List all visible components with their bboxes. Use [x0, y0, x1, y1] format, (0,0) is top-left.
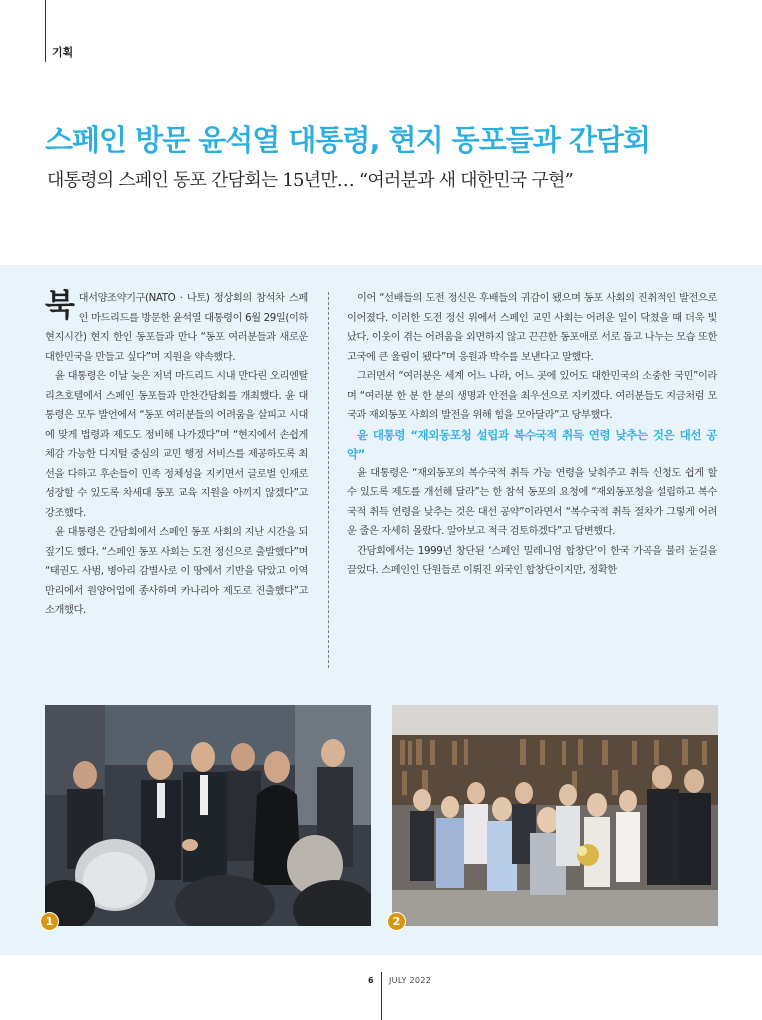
- paragraph: 이어 “선배들의 도전 정신은 후배들의 귀감이 됐으며 동포 사회의 진취적인 발전으로 이어졌다. 이러한 도전 정신 위에서 스페인 교민 사회는 어려운 일이 닥쳤을 때 더욱 빛났다. 이웃이 겪는 어려움을 외면하지 않고 끈끈한 동포애로 서로 돕고 나누는 모습 또한 고국에 큰 울림이 됐다”며 응원과 박수를 보낸다고 말했다.: [347, 293, 717, 363]
- page-number: 6: [368, 976, 374, 985]
- column-divider: [328, 292, 329, 668]
- section-heading: 윤 대통령 “재외동포청 설립과 복수국적 취득 연령 낮추는 것은 대선 공약”: [347, 427, 717, 461]
- paragraph: 간담회에서는 1999년 창단된 ‘스페인 밀레니엄 합창단’이 한국 가곡을 불러 눈길을 끌었다. 스페인인 단원들로 이뤄진 외국인 합창단이지만, 정확한: [347, 545, 717, 576]
- issue-date: JULY 2022: [389, 976, 432, 985]
- top-rule: [45, 0, 46, 62]
- article-subtitle: 대통령의 스페인 동포 간담회는 15년만… “여러분과 새 대한민국 구현”: [47, 170, 573, 191]
- photo-group: [392, 705, 718, 926]
- photo-handshake: [45, 705, 371, 926]
- article-title: 스페인 방문 윤석열 대통령, 현지 동포들과 간담회: [45, 123, 650, 157]
- right-column: [347, 289, 717, 581]
- photo-number-badge: 2: [387, 912, 406, 931]
- paragraph: 그러면서 “여러분은 세계 어느 나라, 어느 곳에 있어도 대한민국의 소중한 국민”이라며 “여러분 한 분 한 분의 생명과 안전을 최우선으로 지키겠다. 여러분들도 지금처럼 모국과 재외동포 사회의 발전을 위해 힘을 모아달라”고 당부했다.: [347, 371, 717, 421]
- left-column: [45, 289, 308, 621]
- footer-rule: [381, 972, 382, 1020]
- photo-number-badge: 1: [40, 912, 59, 931]
- section-label: 기획: [52, 46, 74, 59]
- paragraph: 윤 대통령은 간담회에서 스페인 동포 사회의 지난 시간을 되짚기도 했다. “스페인 동포 사회는 도전 정신으로 출발했다”며 “태권도 사범, 병아리 감별사로 이 땅에서 기반을 닦았고 이역만리에서 원양어업에 종사하며 카나리아 제도로 진출했다”고 소개했다.: [45, 527, 308, 616]
- paragraph: 윤 대통령은 “재외동포의 복수국적 취득 가능 연령을 낮춰주고 취득 신청도 쉽게 할 수 있도록 제도를 개선해 달라”는 한 참석 동포의 요청에 “재외동포청을 설립하고 복수국적 취득 연령을 낮추는 것은 대선 공약”이라면서 “복수국적 취득 절차가 그렇게 어려운 줄은 자세히 몰랐다. 알아보고 적극 검토하겠다”고 답변했다.: [347, 467, 717, 537]
- paragraph: 북대서양조약기구(NATO · 나토) 정상회의 참석차 스페인 마드리드를 방문한 윤석열 대통령이 6월 29일(이하 현지시간) 현지 한인 동포들과 만나 “동포 여러분들과 새로운 대한민국을 만들고 싶다”며 지원을 약속했다.: [45, 288, 308, 363]
- dropcap: 북: [45, 288, 75, 324]
- paragraph: 윤 대통령은 이날 늦은 저녁 마드리드 시내 만다린 오리엔탈 리츠호텔에서 스페인 동포들과 만찬간담회를 개최했다. 윤 대통령은 모두 발언에서 “동포 여러분들의 어려움을 살피고 시대에 맞게 법령과 제도도 정비해 나가겠다”며 “현지에서 손쉽게 체감 가능한 디지털 중심의 교민 행정 서비스를 제공하도록 최선을 다하고 후손들이 민족 정체성을 지키면서 글로벌 인재로 성장할 수 있도록 차세대 동포 교육 지원을 아끼지 않겠다”고 강조했다.: [45, 371, 308, 519]
